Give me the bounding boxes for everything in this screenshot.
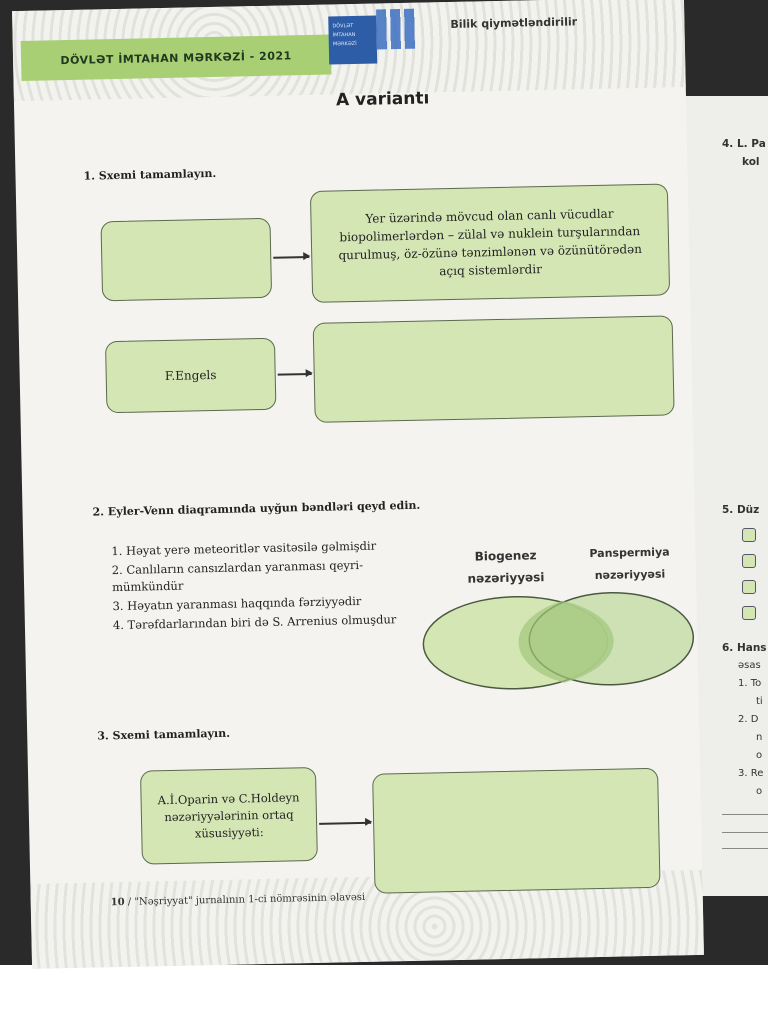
right-q6-item: 3. Re — [738, 768, 764, 779]
q1-answer-box-1[interactable] — [100, 218, 272, 302]
right-q4-label: 4. L. Pa — [722, 138, 766, 150]
arrow-icon — [319, 822, 371, 825]
q2-statement: 4. Tərəfdarlarından biri də S. Arrenius olmuşdur — [112, 612, 397, 633]
answer-line — [722, 848, 768, 849]
right-checkbox[interactable] — [742, 606, 756, 620]
q2-statement: 1. Həyat yerə meteoritlər vasitəsilə gəlmişdir — [111, 538, 377, 559]
venn-label-biogenez: Biogenez nəzəriyyəsi — [467, 548, 545, 586]
q3-answer-box[interactable] — [372, 768, 660, 894]
right-checkbox[interactable] — [742, 528, 756, 542]
right-q6-item: 1. To — [738, 678, 762, 689]
dim-logo — [328, 16, 377, 65]
q2-statement-list — [111, 537, 413, 636]
right-q6-item-cont: o — [756, 750, 763, 761]
q1-engels-box — [105, 338, 276, 414]
right-checkbox[interactable] — [742, 554, 756, 568]
q1-answer-box-2[interactable] — [313, 315, 675, 423]
q3-prompt-text: A.İ.Oparin və C.Holdeyn nəzəriyyələrinin ortaq xüsusiyyəti: — [157, 789, 300, 840]
arrow-icon — [273, 256, 309, 258]
variant-title: A variantı — [335, 88, 430, 111]
section-label: Bilik qiymətləndirilir — [450, 15, 578, 31]
answer-line — [722, 814, 768, 815]
q1-engels-text: F.Engels — [164, 367, 217, 384]
worksheet-page — [12, 0, 704, 969]
question-2-label: 2. Eyler-Venn diaqramında uyğun bəndləri qeyd edin. — [92, 498, 421, 519]
answer-line — [722, 832, 768, 833]
right-checkbox[interactable] — [742, 580, 756, 594]
venn-diagram[interactable] — [412, 587, 704, 697]
q3-prompt-box — [140, 767, 318, 865]
arrow-icon — [278, 373, 312, 375]
header-title: DÖVLƏT İMTAHAN MƏRKƏZİ - 2021 — [60, 48, 292, 67]
right-q5-label: 5. Düz — [722, 504, 760, 516]
q1-definition-box — [310, 183, 670, 302]
footer-text: "Nəşriyyat" jurnalının 1-ci nömrəsinin əlavəsi — [134, 891, 366, 908]
right-q6-label: 6. Hans — [722, 642, 767, 654]
right-q6-item-cont: n — [756, 732, 763, 743]
page-number: 10 — [110, 896, 125, 909]
right-q6-item: 2. D — [738, 714, 759, 725]
venn-label-panspermiya: Panspermiya nəzəriyyəsi — [589, 545, 670, 583]
question-3-label: 3. Sxemi tamamlayın. — [97, 726, 231, 743]
right-q6-item-cont: o — [756, 786, 763, 797]
q2-statement: 2. Canlıların cansızlardan yaranması qeyri-mümkündür — [111, 557, 364, 595]
right-q6-text: əsas — [738, 660, 761, 671]
page-footer: 10 / "Nəşriyyat" jurnalının 1-ci nömrəsinin əlavəsi — [110, 891, 366, 909]
q2-statement: 3. Həyatın yaranması haqqında fərziyyədir — [112, 593, 362, 614]
logo-text: DÖVLƏT İMTAHAN MƏRKƏZİ — [332, 22, 357, 48]
header-band — [21, 34, 332, 80]
right-q4-cont: kol — [742, 156, 760, 168]
question-1-label: 1. Sxemi tamamlayın. — [83, 166, 217, 183]
q1-definition-text: Yer üzərində mövcud olan canlı vücudlar biopolimerlərdən – zülal və nuklein turşularından qurulmuş, öz-özünə tənzimlənən və özünütörədən açıq sistemlərdir — [338, 206, 643, 279]
logo-pattern-icon — [376, 8, 429, 49]
right-q6-item-cont: ti — [756, 696, 763, 707]
